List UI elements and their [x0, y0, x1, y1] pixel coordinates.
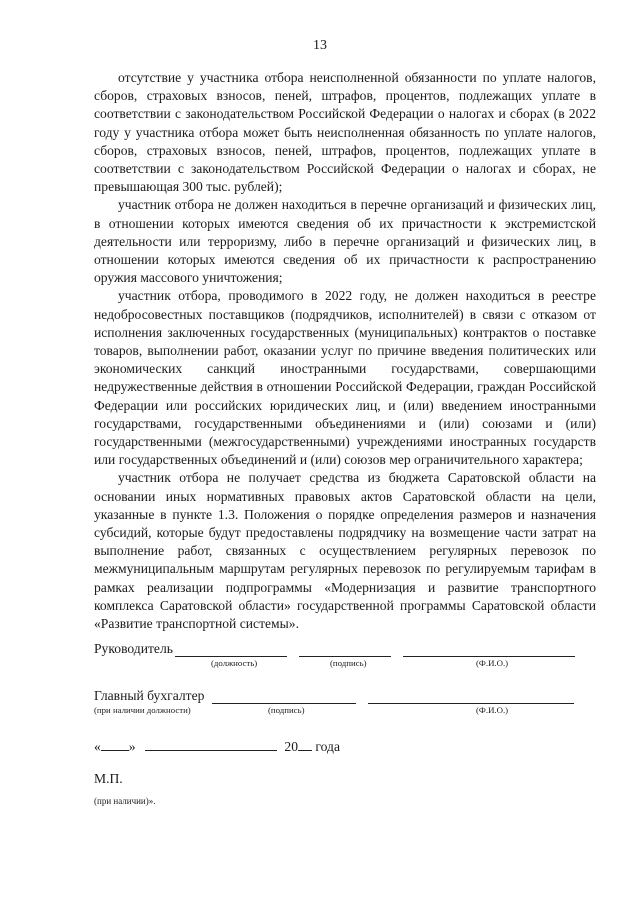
director-signature-caption: (подпись)	[330, 658, 367, 668]
page-number: 13	[313, 38, 327, 53]
director-name-line	[403, 642, 575, 657]
date-day-blank	[101, 738, 129, 751]
accountant-signature-block	[94, 688, 599, 718]
paragraph-extremism-list: участник отбора не должен находиться в перечне организаций и физических лиц, в отношении которых имеются сведения об их причастности к экстремистской деятельности или терроризму, либо в перечне организаций и физических лиц, в отношении которых имеются сведения об их причастности к распространению оружия массового уничтожения;	[94, 197, 596, 286]
director-position-line	[175, 642, 287, 657]
director-label: Руководитель	[94, 641, 173, 656]
director-signature-line	[299, 642, 391, 657]
body-text	[94, 69, 596, 633]
paragraph-tax-obligation: отсутствие у участника отбора неисполненной обязанности по уплате налогов, сборов, страховых взносов, пеней, штрафов, процентов, подлежащих уплате в соответствии с законодательством Российской Федерации о налогах и сборах (в 2022 году у участника отбора может быть неисполненная обязанность по уплате налогов, сборов, страховых взносов, пеней, штрафов, процентов, подлежащих уплате в соответствии с законодательством Российской Федерации о налогах и сборах, не превышающая 300 тыс. рублей);	[94, 70, 596, 195]
date-year-blank	[298, 738, 312, 751]
accountant-label: Главный бухгалтер	[94, 688, 205, 703]
director-name-caption: (Ф.И.О.)	[476, 658, 509, 668]
date-open-quote: «	[94, 739, 101, 754]
date-month-blank	[145, 738, 277, 751]
accountant-note-caption: (при наличии должности)	[94, 705, 191, 715]
date-close-quote: »	[128, 739, 136, 754]
stamp-note: (при наличии)».	[94, 796, 156, 806]
accountant-signature-line	[212, 689, 356, 704]
date-year-prefix: 20	[284, 739, 298, 754]
director-signature-block	[94, 641, 599, 671]
accountant-name-caption: (Ф.И.О.)	[476, 705, 509, 715]
director-position-caption: (должность)	[211, 658, 258, 668]
date-line	[94, 738, 340, 755]
accountant-name-line	[368, 689, 574, 704]
paragraph-budget-funds: участник отбора не получает средства из бюджета Саратовской области на основании иных нормативных правовых актов Саратовской области на цели, указанные в пункте 1.3. Положения о порядке определения размеров и назначения субсидий, которые будут предоставлены подрядчику на возмещение части затрат на выполнение работ, связанных с осуществлением регулярных перевозок по межмуниципальным маршрутам регулярных перевозок по регулируемым тарифам в рамках реализации подпрограммы «Модернизация и развитие транспортного комплекса Саратовской области» государственной программы Саратовской области «Развитие транспортной системы».	[94, 470, 596, 632]
accountant-signature-caption: (подпись)	[268, 705, 305, 715]
stamp-label: М.П.	[94, 771, 123, 786]
paragraph-unfair-suppliers: участник отбора, проводимого в 2022 году, не должен находиться в реестре недобросовестных поставщиков (подрядчиков, исполнителей) в связи с отказом от исполнения заключенных государственных (муниципальных) контрактов о поставке товаров, выполнении работ, оказании услуг по причине введения политических или экономических санкций иностранными государствами, совершающими недружественные действия в отношении Российской Федерации, граждан Российской Федерации или российских юридических лиц, и (или) введением иностранными государствами, государственными объединениями и (или) союзами и (или) государственными (межгосударственными) учреждениями иностранных государств или государственных объединений и (или) союзов мер ограничительного характера;	[94, 288, 596, 468]
date-year-suffix: года	[315, 739, 340, 754]
